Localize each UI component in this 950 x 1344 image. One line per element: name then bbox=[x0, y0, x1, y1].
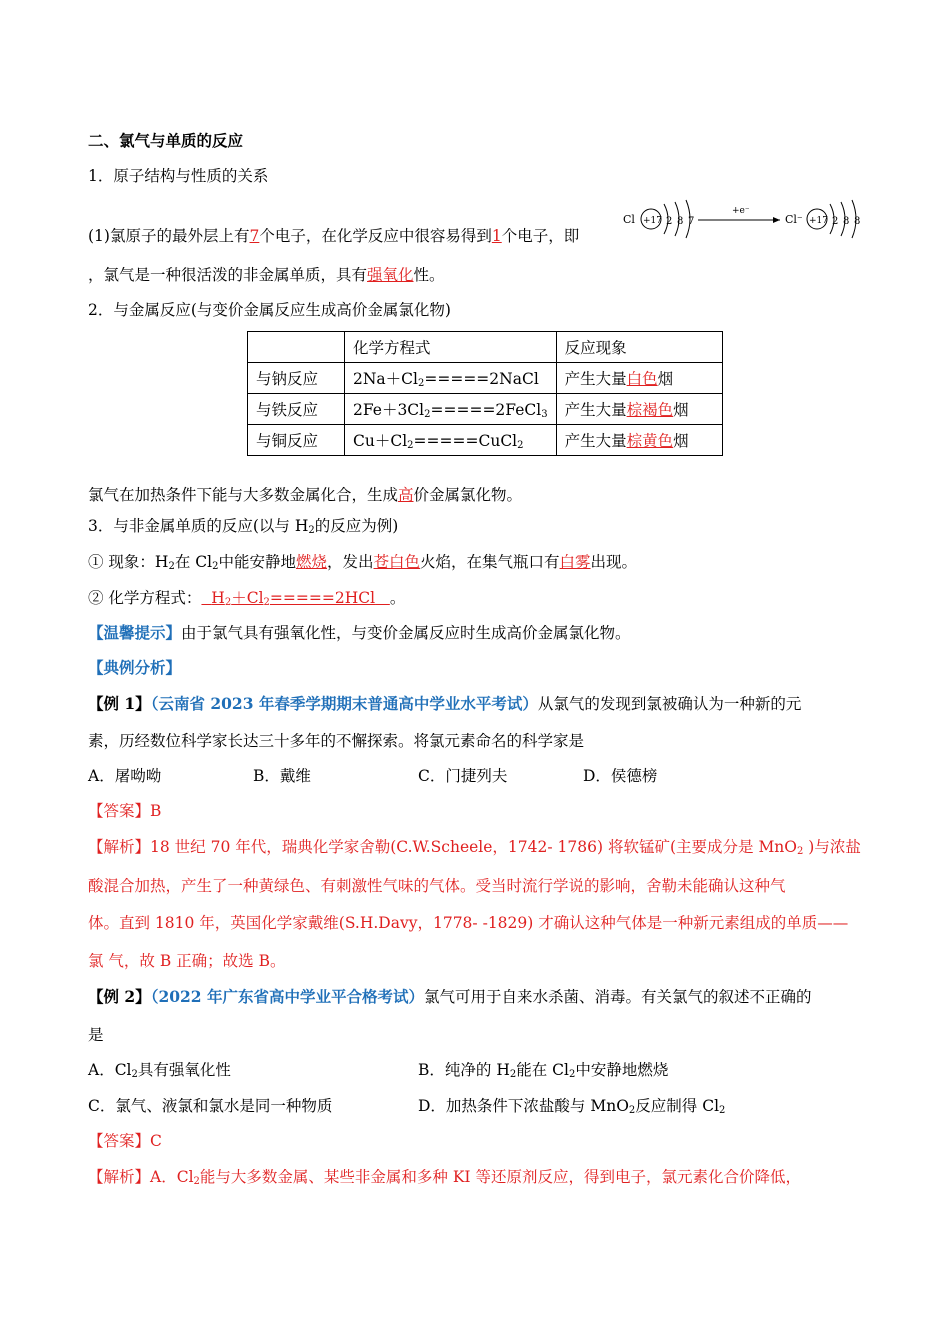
table-row bbox=[248, 363, 723, 394]
blank-high-valence: 高 bbox=[398, 486, 414, 504]
section-title: 二、氯气与单质的反应 bbox=[88, 131, 244, 150]
left-symbol: Cl bbox=[623, 213, 635, 226]
example1-option-d: D．侯德榜 bbox=[583, 767, 658, 785]
example1-explanation-line1: 【解析】18 世纪 70 年代，瑞典化学家舍勒(C.W.Scheele，1742- 1786) 将软锰矿(主要成分是 MnO$_2$ )与浓盐 bbox=[88, 838, 861, 857]
paragraph-chlorine-electrons: (1)氯原子的最外层上有7个电子，在化学反应中很容易得到1个电子，即 bbox=[88, 227, 580, 245]
right-shell-label-3: 8 bbox=[854, 216, 861, 227]
table-header-phenomenon: 反应现象 bbox=[556, 332, 722, 363]
paragraph-strong-oxidizer: ，氯气是一种很活泼的非金属单质，具有强氧化性。 bbox=[88, 266, 445, 284]
row-name: 与铜反应 bbox=[248, 425, 345, 456]
heading-nonmetal-reaction: 3．与非金属单质的反应(以与 $H_2$的反应为例) bbox=[88, 517, 399, 536]
chlorine-ion-diagram bbox=[620, 198, 870, 244]
example2-stem-line1: 【例 2】（2022 年广东省高中学业平合格考试）氯气可用于自来水杀菌、消毒。有关氯气的叙述不正确的 bbox=[88, 987, 812, 1006]
row-phenomenon: 产生大量棕黄色烟 bbox=[556, 425, 722, 456]
example2-source: （2022 年广东省高中学业平合格考试） bbox=[150, 987, 424, 1006]
row-phenomenon: 产生大量白色烟 bbox=[556, 363, 722, 394]
example2-option-c: C．氯气、液氯和氯水是同一种物质 bbox=[88, 1097, 333, 1115]
reaction-arrow-head bbox=[773, 217, 780, 223]
example1-option-b: B．戴维 bbox=[253, 767, 311, 785]
tip-label: 【温馨提示】 bbox=[88, 623, 182, 642]
left-shell-label-2: 8 bbox=[677, 216, 684, 227]
right-symbol: Cl⁻ bbox=[785, 213, 803, 226]
example2-option-d: D．加热条件下浓盐酸与 MnO$_2$反应制得 $Cl_2$ bbox=[418, 1097, 726, 1116]
blank-gained-electrons: 1 bbox=[491, 227, 502, 245]
row-name: 与钠反应 bbox=[248, 363, 345, 394]
metal-reaction-table bbox=[247, 331, 723, 456]
example1-answer: 【答案】B bbox=[88, 802, 162, 820]
blank-outer-electrons: 7 bbox=[249, 227, 260, 245]
table-header-equation: 化学方程式 bbox=[345, 332, 557, 363]
warm-tip: 【温馨提示】由于氯气具有强氧化性，与变价金属反应时生成高价金属氯化物。 bbox=[88, 623, 631, 642]
metal-summary: 氯气在加热条件下能与大多数金属化合，生成高价金属氯化物。 bbox=[88, 486, 523, 504]
example1-explanation-line2: 酸混合加热，产生了一种黄绿色、有刺激性气味的气体。受当时流行学说的影响，舍勒未能确认这种气 bbox=[88, 877, 786, 895]
row-equation: $2Fe+3Cl_2=====2FeCl_3$ bbox=[345, 394, 557, 425]
example1-stem-line2: 素，历经数位科学家长达三十多年的不懈探索。将氯元素命名的科学家是 bbox=[88, 732, 585, 750]
heading-atomic-structure: 1．原子结构与性质的关系 bbox=[88, 167, 269, 185]
example2-label: 【例 2】 bbox=[88, 987, 151, 1006]
left-nucleus: +17 bbox=[643, 216, 662, 226]
analysis-label: 【典例分析】 bbox=[88, 658, 182, 677]
table-row bbox=[248, 425, 723, 456]
left-shell-label-1: 2 bbox=[666, 216, 673, 227]
table-header-row bbox=[248, 332, 723, 363]
example1-option-a: A．屠呦呦 bbox=[88, 767, 162, 785]
example1-option-c: C．门捷列夫 bbox=[418, 767, 508, 785]
example2-answer: 【答案】C bbox=[88, 1132, 162, 1150]
right-shell-label-2: 8 bbox=[843, 216, 850, 227]
example2-option-b: B．纯净的 $H_2$能在 $Cl_2$中安静地燃烧 bbox=[418, 1061, 669, 1080]
right-shell-label-1: 2 bbox=[832, 216, 839, 227]
left-shell-label-3: 7 bbox=[688, 216, 695, 227]
example1-label: 【例 1】 bbox=[88, 694, 151, 713]
example1-explanation-line4: 氯 气，故 B 正确；故选 B。 bbox=[88, 952, 286, 970]
blank-white-fog: 白雾 bbox=[559, 553, 591, 571]
row-equation: $2Na+Cl_2=====2NaCl$ bbox=[345, 363, 557, 394]
example2-explanation-line1: 【解析】A．$Cl_2$能与大多数金属、某些非金属和多种 KI 等还原剂反应，得到电子，氯元素化合价降低， bbox=[88, 1168, 801, 1187]
blank-oxidizing: 强氧化 bbox=[367, 266, 414, 284]
row-equation: $Cu+Cl_2=====CuCl_2$ bbox=[345, 425, 557, 456]
blank-burn: 燃烧 bbox=[295, 553, 327, 571]
example1-source: （云南省 2023 年春季学期期末普通高中学业水平考试） bbox=[150, 694, 538, 713]
example1-stem-line1: 【例 1】（云南省 2023 年春季学期期末普通高中学业水平考试）从氯气的发现到氯被确认为一种新的元 bbox=[88, 694, 802, 713]
row-name: 与铁反应 bbox=[248, 394, 345, 425]
hydrogen-observation: ① 现象：$H_2$在 $Cl_2$中能安静地燃烧，发出苍白色火焰，在集气瓶口有白雾出现。 bbox=[88, 553, 638, 572]
hydrogen-equation: ② 化学方程式： $H_2+Cl_2=====2HCl$ 。 bbox=[88, 589, 406, 608]
example2-option-a: A．$Cl_2$具有强氧化性 bbox=[88, 1061, 231, 1080]
blank-hcl-equation: $H_2+Cl_2=====2HCl$ bbox=[211, 589, 376, 608]
example2-stem-line2: 是 bbox=[88, 1026, 104, 1044]
arrow-label: +e⁻ bbox=[732, 206, 750, 216]
table-row bbox=[248, 394, 723, 425]
blank-pale-white: 苍白色 bbox=[373, 553, 421, 571]
table-header-empty bbox=[248, 332, 345, 363]
row-phenomenon: 产生大量棕褐色烟 bbox=[556, 394, 722, 425]
heading-metal-reaction: 2．与金属反应(与变价金属反应生成高价金属氯化物) bbox=[88, 301, 451, 319]
example1-explanation-line3: 体。直到 1810 年，英国化学家戴维(S.H.Davy，1778- -1829) 才确认这种气体是一种新元素组成的单质—— bbox=[88, 914, 849, 932]
right-nucleus: +17 bbox=[809, 216, 828, 226]
